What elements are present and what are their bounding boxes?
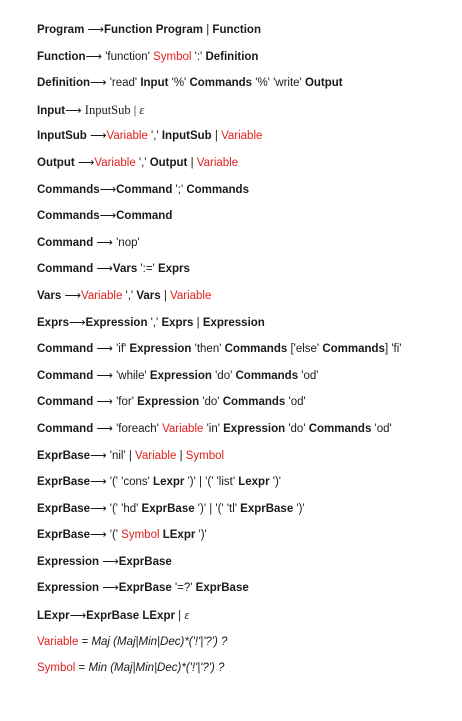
grammar-token: ⟶ [68,316,86,329]
grammar-token: ⟶ '(' [90,529,122,542]
grammar-token: ⟶ [99,210,117,223]
grammar-rule [37,22,456,49]
grammar-token: ')' [195,529,207,542]
grammar-rule [37,261,456,288]
grammar-rule [37,235,456,262]
nonterminal-token: Commands [224,343,288,356]
nonterminal-token: ExprBase [37,449,91,462]
grammar-rule [37,341,456,368]
grammar-token: 'then' [191,343,225,356]
grammar-token: ')' [293,502,305,515]
terminal-class-token: Variable [221,130,263,143]
terminal-class-token: Variable [196,156,239,169]
terminal-class-token: Variable [81,289,123,302]
grammar-rule [37,501,456,528]
grammar-token: Min (Maj|Min|Dec)*('!'|'?') ? [88,662,225,675]
grammar-token: ⟶ [102,555,119,568]
grammar-token: '%' [168,77,190,90]
nonterminal-token: Function Program [104,24,207,36]
nonterminal-token: Commands [37,183,100,196]
grammar-rule [37,554,456,581]
nonterminal-token: Command [37,369,94,382]
grammar-token: ')' [269,476,281,489]
grammar-token: ',' [135,156,150,169]
nonterminal-token: Lexpr [153,476,185,489]
grammar-token: 'in' [203,422,224,435]
grammar-token: ':' [191,50,206,63]
grammar-token: ',' [122,289,137,302]
nonterminal-token: ExprBase [118,582,172,595]
grammar-token: ⟶ '(' 'hd' [90,502,142,515]
nonterminal-token: Exprs [161,316,194,329]
nonterminal-token: Input [140,77,169,90]
grammar-token: ['else' [287,343,323,356]
grammar-token: ',' [147,316,162,329]
grammar-token: 'do' [211,369,236,382]
grammar-rule [37,527,456,554]
grammar-token: ⟶ 'nil' | [90,449,136,462]
grammar-rule [37,102,456,129]
nonterminal-token: ExprBase [118,555,172,568]
nonterminal-token: InputSub [37,130,91,143]
grammar-token: ⟶ 'foreach' [93,422,163,435]
nonterminal-token: Expression [223,422,286,435]
nonterminal-token: Expression [37,582,103,595]
nonterminal-token: Commands [308,422,372,435]
nonterminal-token: ExprBase LExpr [86,610,175,623]
grammar-token: ⟶ [64,289,81,302]
nonterminal-token: Command [116,183,173,196]
terminal-class-token: Variable [162,422,204,435]
nonterminal-token: Vars [37,289,65,302]
nonterminal-token: Expression [37,555,103,568]
nonterminal-token: ExprBase [240,502,294,515]
nonterminal-token: Commands [235,369,299,382]
nonterminal-token: ExprBase [37,476,91,489]
grammar-token: ⟶ 'while' [93,369,150,382]
grammar-token: 'do' [199,396,223,409]
grammar-token: ⟶ [69,610,87,623]
grammar-rule [37,474,456,501]
grammar-token: ⟶ [96,263,113,276]
grammar-rule [37,607,456,634]
nonterminal-token: Function [37,50,86,63]
nonterminal-token: Command [37,422,94,435]
nonterminal-token: Vars [112,263,138,276]
nonterminal-token: Commands [37,210,100,223]
grammar-token: ] 'fi' [384,343,402,356]
grammar-token: = [75,662,89,675]
terminal-class-token: Variable [106,130,148,143]
nonterminal-token: Command [37,343,94,356]
grammar-rule [37,182,456,209]
grammar-token: = [78,635,92,648]
nonterminal-token: ExprBase [141,502,195,515]
grammar-token: | [211,130,222,143]
nonterminal-token: Expression [129,343,192,356]
nonterminal-token: Expression [202,316,265,329]
grammar-token: 'do' [285,422,309,435]
grammar-token: ':=' [137,263,158,276]
nonterminal-token: Command [37,263,97,276]
nonterminal-token: Input [37,104,66,117]
grammar-token: | [176,449,186,462]
grammar-token: ⟶ [99,183,117,196]
nonterminal-token: Command [116,210,173,223]
grammar-token: ⟶ 'for' [93,396,138,409]
grammar-rule [37,421,456,448]
grammar-token: 'od' [298,369,319,382]
grammar-rule [37,660,456,687]
grammar-token: ')' | '(' 'tl' [194,502,241,515]
nonterminal-token: ExprBase [37,529,91,542]
grammar-rule [37,634,456,661]
nonterminal-token: Exprs [157,263,190,276]
nonterminal-token: Expression [137,396,200,409]
grammar-token: ',' [147,130,162,143]
nonterminal-token: Commands [186,183,249,196]
nonterminal-token: ExprBase [195,582,249,595]
terminal-class-token: Symbol [121,529,160,542]
grammar-rules [37,22,456,687]
nonterminal-token: Output [37,156,78,169]
terminal-class-token: Variable [94,156,136,169]
nonterminal-token: Vars [136,289,161,302]
grammar-token: 'od' [371,422,392,435]
grammar-token: ⟶ [65,104,85,117]
grammar-token: | [174,610,185,623]
nonterminal-token: LExpr [162,529,196,542]
grammar-token: | [206,24,213,36]
grammar-rule [37,49,456,76]
grammar-token: ')' | '(' 'list' [184,476,239,489]
nonterminal-token: Exprs [37,316,69,329]
grammar-token: 'od' [285,396,306,409]
grammar-token: | [193,316,203,329]
nonterminal-token: Expression [149,369,212,382]
grammar-rule [37,155,456,182]
nonterminal-token: Command [37,236,94,249]
terminal-class-token: Symbol [185,449,225,462]
grammar-token: ⟶ 'if' [93,343,130,356]
grammar-rule [37,75,456,102]
grammar-token: ';' [172,183,187,196]
nonterminal-token: Lexpr [238,476,270,489]
grammar-token: Maj (Maj|Min|Dec)*('!'|'?') ? [91,635,228,648]
grammar-rule [37,394,456,421]
nonterminal-token: Commands [189,77,253,90]
nonterminal-token: Command [37,396,94,409]
grammar-rule [37,580,456,607]
terminal-class-token: Variable [135,449,177,462]
nonterminal-token: Commands [322,343,385,356]
nonterminal-token: Function [212,24,261,36]
nonterminal-token: Program [37,24,88,36]
grammar-token: ⟶ [77,156,95,169]
grammar-rule [37,128,456,155]
grammar-token: ε [184,608,190,623]
grammar-rule [37,288,456,315]
grammar-rule [37,368,456,395]
nonterminal-token: Output [304,77,343,90]
terminal-class-token: Variable [170,289,212,302]
nonterminal-token: LExpr [37,610,70,623]
grammar-token: | [187,156,197,169]
grammar-rule [37,208,456,235]
grammar-rule [37,315,456,342]
nonterminal-token: Definition [205,50,259,63]
grammar-token: ε [139,102,145,117]
grammar-token: '%' 'write' [252,77,305,90]
grammar-token: ⟶ '(' 'cons' [90,476,154,489]
terminal-class-token: Symbol [37,662,76,675]
nonterminal-token: Output [149,156,188,169]
terminal-class-token: Variable [37,635,79,648]
grammar-token: ⟶ 'read' [90,77,141,90]
terminal-class-token: Symbol [153,50,192,63]
nonterminal-token: Commands [222,396,286,409]
grammar-token: ⟶ [90,130,107,143]
grammar-token: ⟶ 'nop' [93,236,140,249]
grammar-token: ⟶ [102,582,119,595]
nonterminal-token: ExprBase [37,502,91,515]
nonterminal-token: InputSub [161,130,212,143]
grammar-token: ⟶ [87,24,104,36]
nonterminal-token: Expression [85,316,148,329]
grammar-token: InputSub | [84,102,140,117]
grammar-rule [37,448,456,475]
nonterminal-token: Definition [37,77,91,90]
grammar-token: | [160,289,171,302]
grammar-token: ⟶ 'function' [85,50,154,63]
grammar-token: '=?' [171,582,196,595]
